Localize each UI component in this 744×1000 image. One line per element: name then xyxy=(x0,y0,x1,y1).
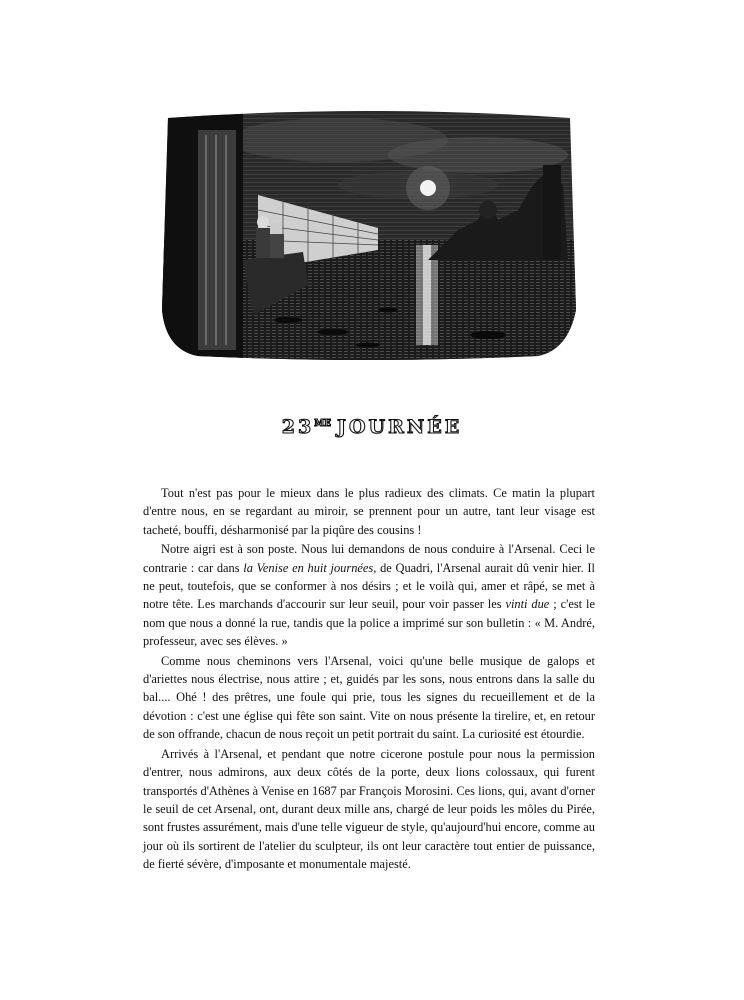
paragraph-3: Comme nous cheminons vers l'Arsenal, voici qu'une belle musique de galops et d'ariettes nous électrise, nous attire ; et, guidés par les sons, nous entrons dans la salle du bal.... Ohé ! des prêtres, une foule qui prie, tous les signes du recueillement et de la dévotion : c'est une église qui fête son saint. Vite on nous présente la tirelire, et, en retour de son offrande, chacun de nous reçoit un petit portrait du saint. La curiosité est étourdie. xyxy=(143,653,595,742)
paragraph-4: Arrivés à l'Arsenal, et pendant que notre cicerone postule pour nous la permission d'entrer, nous admirons, aux deux côtés de la porte, deux lions colossaux, qui furent transportés d'Athènes à Venise en 1687 par François Morosini. Ces lions, qui, avant d'orner le seuil de cet Arsenal, ont, durant deux mille ans, chargé de leur poids les môles du Pirée, sont frustes assurément, mais d'une telle vigueur de style, qu'aujourd'hui encore, comme au jour où ils sortirent de l'atelier du sculpteur, ils ont leur caractère tout entier de puissance, de fierté sévère, d'imposante et monumentale majesté. xyxy=(143,746,595,872)
paragraph-2-part-2: , de Quadri, l'Arsenal aurait dû venir hier. Il ne peut, toutefois, que se conformer à nos désirs ; et le voilà qui, amer et râpé, se met à notre tête. Les marchands d'accourir sur leur seuil, pour voir passer les xyxy=(143,560,595,612)
chapter-title xyxy=(0,416,744,438)
paragraph-2 xyxy=(143,540,595,650)
paragraph-2-part-1: Notre aigri est à son poste. Nous lui demandons de nous conduire à l'Arsenal. Ceci le contrarie : car dans xyxy=(143,542,595,575)
paragraph-2-part-3: ; c'est le nom que nous a donné la rue, tandis que la police a imprimé sur son bulletin : « M. André, professeur, avec ses élèves. » xyxy=(143,597,595,649)
chapter-heading: JOURNÉE xyxy=(337,416,463,438)
book-title: la Venise en huit journées xyxy=(243,560,374,575)
body-text xyxy=(143,484,595,874)
paragraph-1: Tout n'est pas pour le mieux dans le plus radieux des climats. Ce matin la plupart d'entre nous, en se regardant au miroir, se prennent pour un autre, tant leur visage est tacheté, bouffi, désharmonisé par la piqûre des cousins ! xyxy=(143,486,595,537)
nickname: vinti due xyxy=(505,597,550,612)
moonlit-venice-engraving xyxy=(158,110,580,360)
chapter-number: 23 xyxy=(281,416,315,438)
chapter-suffix: ME xyxy=(314,418,332,429)
